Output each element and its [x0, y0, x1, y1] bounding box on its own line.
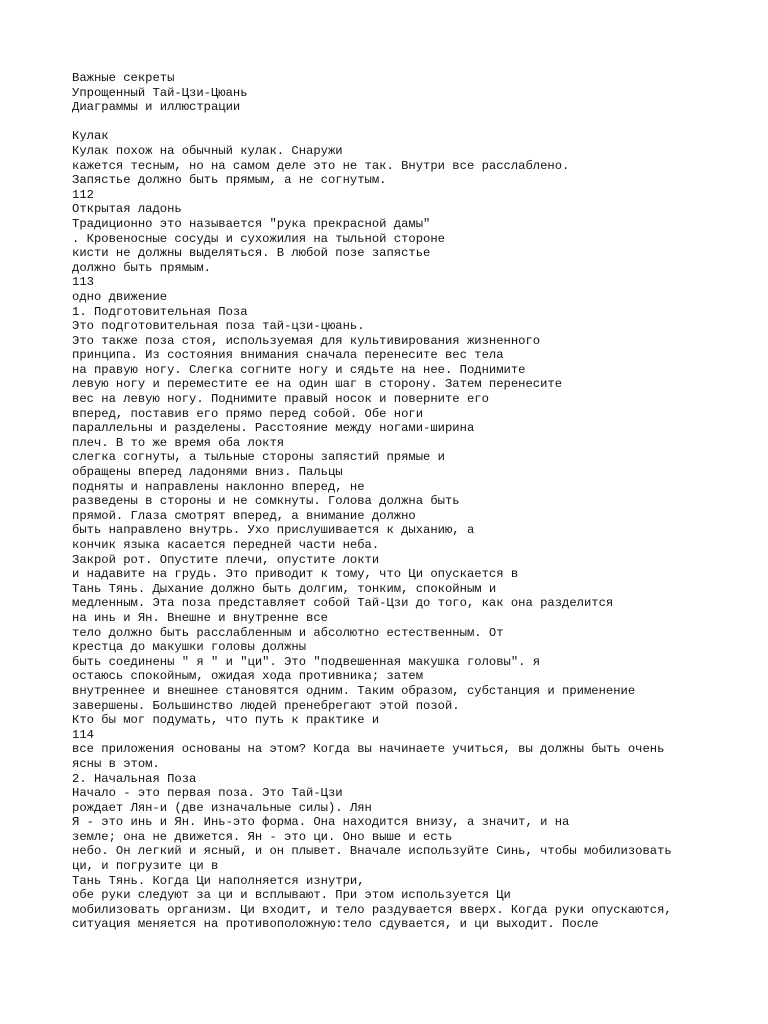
text-line: кажется тесным, но на самом деле это не так. Внутри все расслаблено.	[72, 158, 570, 173]
text-line: Я - это инь и Ян. Инь-это форма. Она находится внизу, а значит, и на	[72, 815, 570, 830]
text-line: 1. Подготовительная Поза	[72, 304, 248, 319]
text-line: левую ногу и переместите ее на один шаг в сторону. Затем перенесите	[72, 377, 563, 392]
text-line: Закрой рот. Опустите плечи, опустите локти	[72, 552, 380, 567]
text-line: обе руки следуют за ци и всплывают. При этом используется Ци	[72, 888, 511, 903]
text-line: прямой. Глаза смотрят вперед, а внимание должно	[72, 508, 416, 523]
text-line: 114	[72, 727, 94, 742]
text-line: медленным. Эта поза представляет собой Тай-Цзи до того, как она разделится	[72, 596, 614, 611]
text-line: 113	[72, 275, 94, 290]
text-line: 2. Начальная Поза	[72, 771, 197, 786]
text-line: Запястье должно быть прямым, а не согнутым.	[72, 173, 387, 188]
text-line: ци, и погрузите ци в	[72, 859, 219, 874]
text-line: на правую ногу. Слегка согните ногу и сядьте на нее. Поднимите	[72, 362, 526, 377]
text-line: быть соединены " я " и "ци". Это "подвешенная макушка головы". я	[72, 654, 541, 669]
text-line: вес на левую ногу. Поднимите правый носок и поверните его	[72, 392, 489, 407]
text-line: Кто бы мог подумать, что путь к практике и	[72, 713, 380, 728]
text-line: Открытая ладонь	[72, 202, 182, 217]
header-line: Важные секреты	[72, 71, 175, 85]
text-line: тело должно быть расслабленным и абсолютно естественным. От	[72, 625, 504, 640]
text-line: Тань Тянь. Дыхание должно быть долгим, тонким, спокойным и	[72, 581, 497, 596]
text-line: ясны в этом.	[72, 756, 160, 771]
text-line: Это также поза стоя, используемая для культивирования жизненного	[72, 333, 541, 348]
text-line: и надавите на грудь. Это приводит к тому, что Ци опускается в	[72, 567, 519, 582]
text-line: остаюсь спокойным, ожидая хода противника; затем	[72, 669, 424, 684]
document-header	[72, 71, 762, 115]
text-line: вперед, поставив его прямо перед собой. Обе ноги	[72, 406, 424, 421]
text-line: на инь и Ян. Внешне и внутренне все	[72, 610, 328, 625]
text-line: быть направлено внутрь. Ухо прислушивается к дыханию, а	[72, 523, 475, 538]
header-line: Диаграммы и иллюстрации	[72, 100, 241, 115]
text-line: крестца до макушки головы должны	[72, 640, 307, 655]
text-line: обращены вперед ладонями вниз. Пальцы	[72, 465, 343, 480]
text-line: Кулак похож на обычный кулак. Снаружи	[72, 143, 343, 158]
text-line: Кулак	[72, 129, 109, 144]
header-line: Упрощенный Тай-Цзи-Цюань	[72, 85, 248, 100]
text-line: внутреннее и внешнее становятся одним. Таким образом, субстанция и применение	[72, 683, 636, 698]
text-line: должно быть прямым.	[72, 260, 211, 275]
text-line: рождает Лян-и (две изначальные силы). Лян	[72, 800, 372, 815]
text-line: Это подготовительная поза тай-цзи-цюань.	[72, 319, 365, 334]
text-line: 112	[72, 187, 94, 202]
document-body	[72, 129, 762, 932]
text-line: разведены в стороны и не сомкнуты. Голова должна быть	[72, 494, 460, 509]
document-page	[72, 71, 762, 932]
text-line: земле; она не движется. Ян - это ци. Оно выше и есть	[72, 829, 453, 844]
text-line: Тань Тянь. Когда Ци наполняется изнутри,	[72, 873, 365, 888]
text-line: кончик языка касается передней части неба.	[72, 538, 380, 552]
text-line: мобилизовать организм. Ци входит, и тело раздувается вверх. Когда руки опускаются,	[72, 902, 672, 917]
text-line: Начало - это первая поза. Это Тай-Цзи	[72, 786, 343, 801]
text-line: параллельны и разделены. Расстояние между ногами-ширина	[72, 421, 475, 436]
text-line: Традиционно это называется "рука прекрасной дамы"	[72, 216, 431, 231]
paragraph-gap	[72, 115, 762, 130]
text-line: плеч. В то же время оба локтя	[72, 435, 285, 450]
text-line: слегка согнуты, а тыльные стороны запястий прямые и	[72, 450, 445, 465]
text-line: ситуация меняется на противоположную:тело сдувается, и ци выходит. После	[72, 917, 599, 932]
text-line: . Кровеносные сосуды и сухожилия на тыльной стороне	[72, 231, 445, 246]
text-line: все приложения основаны на этом? Когда вы начинаете учиться, вы должны быть очень	[72, 742, 665, 757]
text-line: подняты и направлены наклонно вперед, не	[72, 479, 365, 494]
text-line: принципа. Из состояния внимания сначала перенесите вес тела	[72, 348, 504, 363]
text-line: одно движение	[72, 289, 168, 304]
text-line: небо. Он легкий и ясный, и он плывет. Вначале используйте Синь, чтобы мобилизовать	[72, 844, 672, 859]
text-line: завершены. Большинство людей пренебрегают этой позой.	[72, 698, 460, 713]
text-line: кисти не должны выделяться. В любой позе запястье	[72, 246, 431, 261]
